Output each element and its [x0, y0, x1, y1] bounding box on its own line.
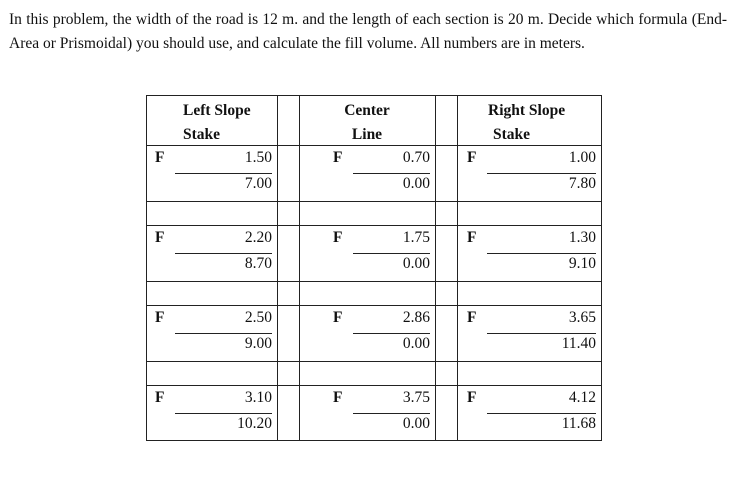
fraction-denominator: 0.00 — [402, 335, 430, 352]
cross-section-table — [146, 95, 602, 441]
fraction-bar — [175, 253, 272, 254]
fraction-denominator: 9.00 — [244, 335, 272, 352]
row-separator — [147, 225, 601, 226]
fill-marker: F — [467, 309, 477, 326]
fill-marker: F — [333, 389, 343, 406]
fraction-numerator: 3.65 — [568, 309, 596, 326]
fraction-bar — [353, 413, 430, 414]
header-left-line2: Stake — [183, 126, 221, 143]
fill-marker: F — [467, 229, 477, 246]
fraction-denominator: 9.10 — [568, 255, 596, 272]
column-divider — [299, 96, 300, 440]
fill-marker: F — [467, 389, 477, 406]
fraction-numerator: 1.75 — [402, 229, 430, 246]
fraction-denominator: 0.00 — [402, 255, 430, 272]
header-center-line1: Center — [344, 102, 390, 119]
row-separator — [147, 201, 601, 202]
problem-statement: In this problem, the width of the road is 12 m. and the length of each section is 20 m. Decide which formula (End-Area or Prismoidal) you should use, and calculate the fill volume. All numbers are in meters. — [9, 11, 727, 52]
fraction-denominator: 11.40 — [561, 335, 596, 352]
fraction-numerator: 3.75 — [402, 389, 430, 406]
fraction-denominator: 0.00 — [402, 415, 430, 432]
fraction-numerator: 0.70 — [402, 149, 430, 166]
fraction-bar — [175, 173, 272, 174]
fill-marker: F — [333, 229, 343, 246]
fraction-numerator: 3.10 — [244, 389, 272, 406]
header-left-line1: Left Slope — [183, 102, 251, 119]
fill-marker: F — [155, 149, 165, 166]
fraction-denominator: 8.70 — [244, 255, 272, 272]
fraction-numerator: 2.50 — [244, 309, 272, 326]
fraction-bar — [353, 173, 430, 174]
row-separator — [147, 385, 601, 386]
fraction-bar — [487, 413, 596, 414]
row-separator — [147, 305, 601, 306]
fill-marker: F — [333, 149, 343, 166]
fill-marker: F — [155, 229, 165, 246]
row-separator — [147, 361, 601, 362]
fill-marker: F — [155, 309, 165, 326]
fraction-bar — [487, 333, 596, 334]
fraction-bar — [487, 253, 596, 254]
header-separator — [147, 145, 601, 146]
fraction-bar — [175, 333, 272, 334]
fraction-numerator: 4.12 — [568, 389, 596, 406]
row-separator — [147, 281, 601, 282]
header-center-line2: Line — [351, 126, 383, 143]
fraction-denominator: 7.00 — [244, 175, 272, 192]
fraction-denominator: 11.68 — [561, 415, 596, 432]
fraction-bar — [175, 413, 272, 414]
header-right-line1: Right Slope — [488, 102, 566, 119]
header-right-line2: Stake — [493, 126, 531, 143]
fraction-numerator: 1.50 — [244, 149, 272, 166]
fraction-bar — [487, 173, 596, 174]
fraction-numerator: 1.00 — [568, 149, 596, 166]
fraction-bar — [353, 333, 430, 334]
fraction-numerator: 2.20 — [244, 229, 272, 246]
fraction-numerator: 2.86 — [402, 309, 430, 326]
fill-marker: F — [155, 389, 165, 406]
fraction-denominator: 0.00 — [402, 175, 430, 192]
fraction-denominator: 7.80 — [568, 175, 596, 192]
column-divider — [435, 96, 436, 440]
fraction-denominator: 10.20 — [237, 415, 272, 432]
fill-marker: F — [333, 309, 343, 326]
fraction-bar — [353, 253, 430, 254]
fill-marker: F — [467, 149, 477, 166]
fraction-numerator: 1.30 — [568, 229, 596, 246]
column-divider — [277, 96, 278, 440]
column-divider — [457, 96, 458, 440]
